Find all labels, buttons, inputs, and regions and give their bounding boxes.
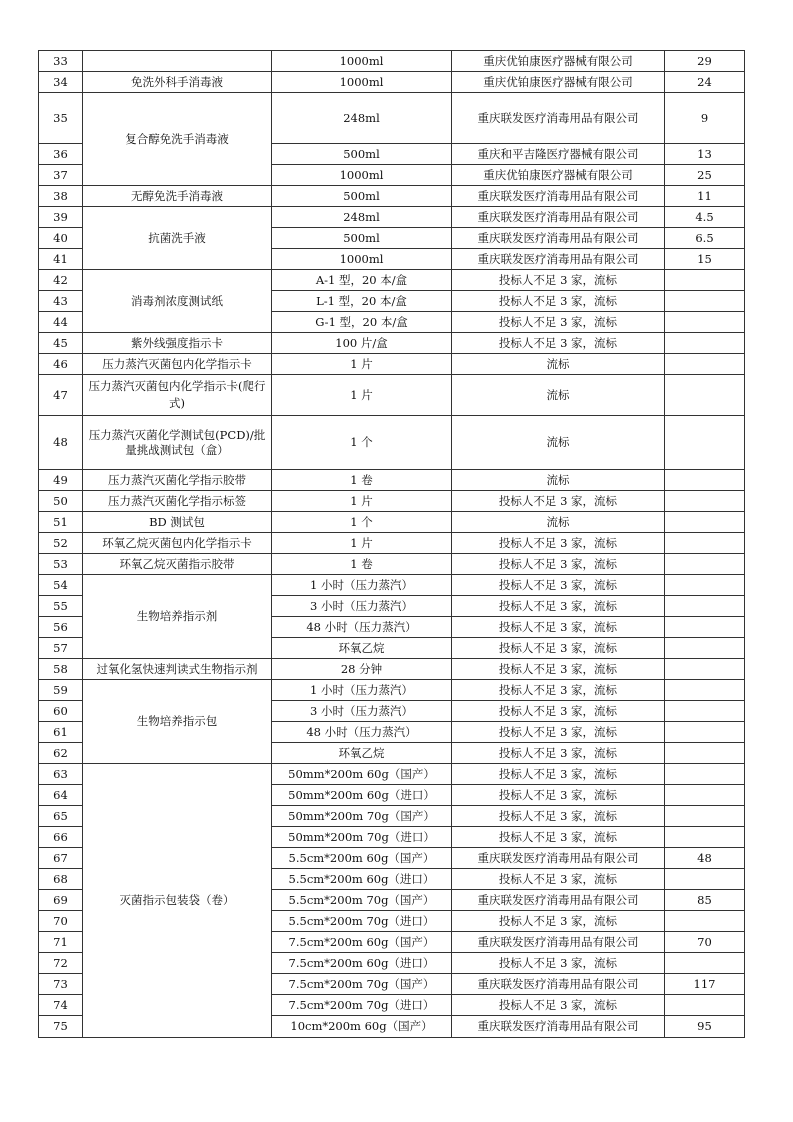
price	[665, 312, 745, 333]
table-row	[39, 72, 745, 93]
spec: 50mm*200m 70g（进口）	[272, 827, 452, 848]
spec: 248ml	[272, 207, 452, 228]
spec: 1 片	[272, 491, 452, 512]
spec: 7.5cm*200m 70g（国产）	[272, 974, 452, 995]
row-number: 68	[39, 869, 83, 890]
price	[665, 491, 745, 512]
product-name: 过氧化氢快速判读式生物指示剂	[83, 659, 272, 680]
winning-company: 投标人不足 3 家，流标	[452, 911, 665, 932]
row-number: 73	[39, 974, 83, 995]
row-number: 66	[39, 827, 83, 848]
price	[665, 270, 745, 291]
winning-company: 重庆优铂康医疗器械有限公司	[452, 165, 665, 186]
product-name: 生物培养指示剂	[83, 575, 272, 659]
row-number: 69	[39, 890, 83, 911]
price	[665, 743, 745, 764]
table-row	[39, 51, 745, 72]
row-number: 36	[39, 144, 83, 165]
spec: 10cm*200m 60g（国产）	[272, 1016, 452, 1038]
winning-company: 重庆联发医疗消毒用品有限公司	[452, 1016, 665, 1038]
product-name: 无醇免洗手消毒液	[83, 186, 272, 207]
spec: 1 卷	[272, 470, 452, 491]
winning-company: 投标人不足 3 家，流标	[452, 312, 665, 333]
spec: 1 片	[272, 354, 452, 375]
winning-company: 投标人不足 3 家，流标	[452, 270, 665, 291]
winning-company: 投标人不足 3 家，流标	[452, 785, 665, 806]
table-row	[39, 416, 745, 470]
price: 13	[665, 144, 745, 165]
row-number: 70	[39, 911, 83, 932]
winning-company: 流标	[452, 416, 665, 470]
spec: 5.5cm*200m 70g（进口）	[272, 911, 452, 932]
row-number: 72	[39, 953, 83, 974]
price	[665, 512, 745, 533]
table-row	[39, 470, 745, 491]
product-name	[83, 51, 272, 72]
product-name: 复合醇免洗手消毒液	[83, 93, 272, 186]
winning-company: 投标人不足 3 家，流标	[452, 291, 665, 312]
row-number: 33	[39, 51, 83, 72]
spec: L-1 型，20 本/盒	[272, 291, 452, 312]
price	[665, 470, 745, 491]
winning-company: 重庆联发医疗消毒用品有限公司	[452, 974, 665, 995]
row-number: 74	[39, 995, 83, 1016]
table-row	[39, 659, 745, 680]
row-number: 61	[39, 722, 83, 743]
table-row	[39, 491, 745, 512]
spec: 7.5cm*200m 60g（国产）	[272, 932, 452, 953]
row-number: 50	[39, 491, 83, 512]
row-number: 51	[39, 512, 83, 533]
spec: 环氧乙烷	[272, 638, 452, 659]
winning-company: 重庆联发医疗消毒用品有限公司	[452, 890, 665, 911]
table-row	[39, 512, 745, 533]
row-number: 40	[39, 228, 83, 249]
spec: 1 个	[272, 512, 452, 533]
winning-company: 投标人不足 3 家，流标	[452, 722, 665, 743]
table-row	[39, 764, 745, 785]
winning-company: 投标人不足 3 家，流标	[452, 617, 665, 638]
price	[665, 995, 745, 1016]
winning-company: 投标人不足 3 家，流标	[452, 680, 665, 701]
winning-company: 流标	[452, 375, 665, 416]
product-name: 压力蒸汽灭菌化学指示标签	[83, 491, 272, 512]
price	[665, 701, 745, 722]
price	[665, 680, 745, 701]
winning-company: 投标人不足 3 家，流标	[452, 743, 665, 764]
price	[665, 533, 745, 554]
spec: 48 小时（压力蒸汽）	[272, 617, 452, 638]
spec: 248ml	[272, 93, 452, 144]
price: 4.5	[665, 207, 745, 228]
row-number: 57	[39, 638, 83, 659]
winning-company: 投标人不足 3 家，流标	[452, 764, 665, 785]
row-number: 59	[39, 680, 83, 701]
bid-results-table	[38, 50, 745, 1038]
table-row	[39, 207, 745, 228]
row-number: 38	[39, 186, 83, 207]
winning-company: 重庆优铂康医疗器械有限公司	[452, 72, 665, 93]
product-name: 压力蒸汽灭菌包内化学指示卡(爬行式)	[83, 375, 272, 416]
table-row	[39, 186, 745, 207]
spec: 100 片/盒	[272, 333, 452, 354]
spec: 5.5cm*200m 60g（进口）	[272, 869, 452, 890]
spec: 1 片	[272, 533, 452, 554]
winning-company: 投标人不足 3 家，流标	[452, 638, 665, 659]
price	[665, 375, 745, 416]
row-number: 46	[39, 354, 83, 375]
spec: A-1 型，20 本/盒	[272, 270, 452, 291]
winning-company: 重庆和平吉隆医疗器械有限公司	[452, 144, 665, 165]
row-number: 35	[39, 93, 83, 144]
price: 48	[665, 848, 745, 869]
row-number: 56	[39, 617, 83, 638]
table-row	[39, 270, 745, 291]
row-number: 71	[39, 932, 83, 953]
spec: 1 个	[272, 416, 452, 470]
price: 29	[665, 51, 745, 72]
winning-company: 重庆联发医疗消毒用品有限公司	[452, 249, 665, 270]
spec: 28 分钟	[272, 659, 452, 680]
winning-company: 重庆联发医疗消毒用品有限公司	[452, 207, 665, 228]
product-name: 生物培养指示包	[83, 680, 272, 764]
product-name: 环氧乙烷灭菌包内化学指示卡	[83, 533, 272, 554]
product-name: 压力蒸汽灭菌化学测试包(PCD)/批量挑战测试包（盒）	[83, 416, 272, 470]
spec: 500ml	[272, 144, 452, 165]
spec: 1000ml	[272, 51, 452, 72]
price: 6.5	[665, 228, 745, 249]
product-name: 环氧乙烷灭菌指示胶带	[83, 554, 272, 575]
spec: 1 片	[272, 375, 452, 416]
spec: 7.5cm*200m 60g（进口）	[272, 953, 452, 974]
winning-company: 投标人不足 3 家，流标	[452, 533, 665, 554]
winning-company: 重庆联发医疗消毒用品有限公司	[452, 848, 665, 869]
spec: 50mm*200m 70g（国产）	[272, 806, 452, 827]
winning-company: 重庆联发医疗消毒用品有限公司	[452, 932, 665, 953]
spec: 5.5cm*200m 70g（国产）	[272, 890, 452, 911]
row-number: 52	[39, 533, 83, 554]
table-row	[39, 333, 745, 354]
price: 15	[665, 249, 745, 270]
price: 95	[665, 1016, 745, 1038]
winning-company: 重庆联发医疗消毒用品有限公司	[452, 93, 665, 144]
winning-company: 投标人不足 3 家，流标	[452, 575, 665, 596]
row-number: 43	[39, 291, 83, 312]
spec: 1000ml	[272, 165, 452, 186]
spec: 1000ml	[272, 249, 452, 270]
product-name: 紫外线强度指示卡	[83, 333, 272, 354]
price	[665, 806, 745, 827]
table-row	[39, 354, 745, 375]
price	[665, 785, 745, 806]
row-number: 42	[39, 270, 83, 291]
price: 85	[665, 890, 745, 911]
row-number: 39	[39, 207, 83, 228]
row-number: 54	[39, 575, 83, 596]
winning-company: 投标人不足 3 家，流标	[452, 806, 665, 827]
winning-company: 流标	[452, 354, 665, 375]
document-page	[38, 50, 744, 1038]
winning-company: 流标	[452, 512, 665, 533]
price	[665, 638, 745, 659]
row-number: 41	[39, 249, 83, 270]
row-number: 49	[39, 470, 83, 491]
price: 9	[665, 93, 745, 144]
spec: 1 小时（压力蒸汽）	[272, 575, 452, 596]
product-name: 抗菌洗手液	[83, 207, 272, 270]
row-number: 55	[39, 596, 83, 617]
winning-company: 投标人不足 3 家，流标	[452, 659, 665, 680]
row-number: 63	[39, 764, 83, 785]
winning-company: 重庆联发医疗消毒用品有限公司	[452, 228, 665, 249]
row-number: 47	[39, 375, 83, 416]
row-number: 62	[39, 743, 83, 764]
price	[665, 575, 745, 596]
winning-company: 投标人不足 3 家，流标	[452, 827, 665, 848]
spec: 1 卷	[272, 554, 452, 575]
price	[665, 911, 745, 932]
winning-company: 重庆联发医疗消毒用品有限公司	[452, 186, 665, 207]
price: 25	[665, 165, 745, 186]
price	[665, 617, 745, 638]
table-row	[39, 554, 745, 575]
price: 70	[665, 932, 745, 953]
price	[665, 291, 745, 312]
spec: 500ml	[272, 228, 452, 249]
price: 117	[665, 974, 745, 995]
winning-company: 重庆优铂康医疗器械有限公司	[452, 51, 665, 72]
price	[665, 659, 745, 680]
row-number: 65	[39, 806, 83, 827]
winning-company: 投标人不足 3 家，流标	[452, 554, 665, 575]
row-number: 48	[39, 416, 83, 470]
spec: 50mm*200m 60g（进口）	[272, 785, 452, 806]
winning-company: 投标人不足 3 家，流标	[452, 995, 665, 1016]
spec: 50mm*200m 60g（国产）	[272, 764, 452, 785]
winning-company: 投标人不足 3 家，流标	[452, 869, 665, 890]
row-number: 44	[39, 312, 83, 333]
spec: 环氧乙烷	[272, 743, 452, 764]
price	[665, 827, 745, 848]
product-name: 压力蒸汽灭菌化学指示胶带	[83, 470, 272, 491]
spec: 1000ml	[272, 72, 452, 93]
winning-company: 投标人不足 3 家，流标	[452, 953, 665, 974]
product-name: 消毒剂浓度测试纸	[83, 270, 272, 333]
price	[665, 333, 745, 354]
price	[665, 354, 745, 375]
winning-company: 流标	[452, 470, 665, 491]
spec: 7.5cm*200m 70g（进口）	[272, 995, 452, 1016]
spec: 5.5cm*200m 60g（国产）	[272, 848, 452, 869]
table-row	[39, 93, 745, 144]
row-number: 67	[39, 848, 83, 869]
winning-company: 投标人不足 3 家，流标	[452, 333, 665, 354]
spec: 3 小时（压力蒸汽）	[272, 701, 452, 722]
price: 24	[665, 72, 745, 93]
table-row	[39, 533, 745, 554]
price	[665, 764, 745, 785]
spec: 1 小时（压力蒸汽）	[272, 680, 452, 701]
row-number: 75	[39, 1016, 83, 1038]
row-number: 34	[39, 72, 83, 93]
row-number: 58	[39, 659, 83, 680]
row-number: 45	[39, 333, 83, 354]
price	[665, 869, 745, 890]
price	[665, 554, 745, 575]
product-name: 压力蒸汽灭菌包内化学指示卡	[83, 354, 272, 375]
price: 11	[665, 186, 745, 207]
row-number: 37	[39, 165, 83, 186]
product-name: 灭菌指示包装袋（卷）	[83, 764, 272, 1038]
winning-company: 投标人不足 3 家，流标	[452, 491, 665, 512]
row-number: 60	[39, 701, 83, 722]
product-name: BD 测试包	[83, 512, 272, 533]
table-row	[39, 575, 745, 596]
spec: 500ml	[272, 186, 452, 207]
product-name: 免洗外科手消毒液	[83, 72, 272, 93]
table-row	[39, 680, 745, 701]
table-row	[39, 375, 745, 416]
spec: 3 小时（压力蒸汽）	[272, 596, 452, 617]
winning-company: 投标人不足 3 家，流标	[452, 596, 665, 617]
winning-company: 投标人不足 3 家，流标	[452, 701, 665, 722]
price	[665, 416, 745, 470]
price	[665, 722, 745, 743]
price	[665, 953, 745, 974]
row-number: 64	[39, 785, 83, 806]
spec: G-1 型，20 本/盒	[272, 312, 452, 333]
price	[665, 596, 745, 617]
row-number: 53	[39, 554, 83, 575]
spec: 48 小时（压力蒸汽）	[272, 722, 452, 743]
